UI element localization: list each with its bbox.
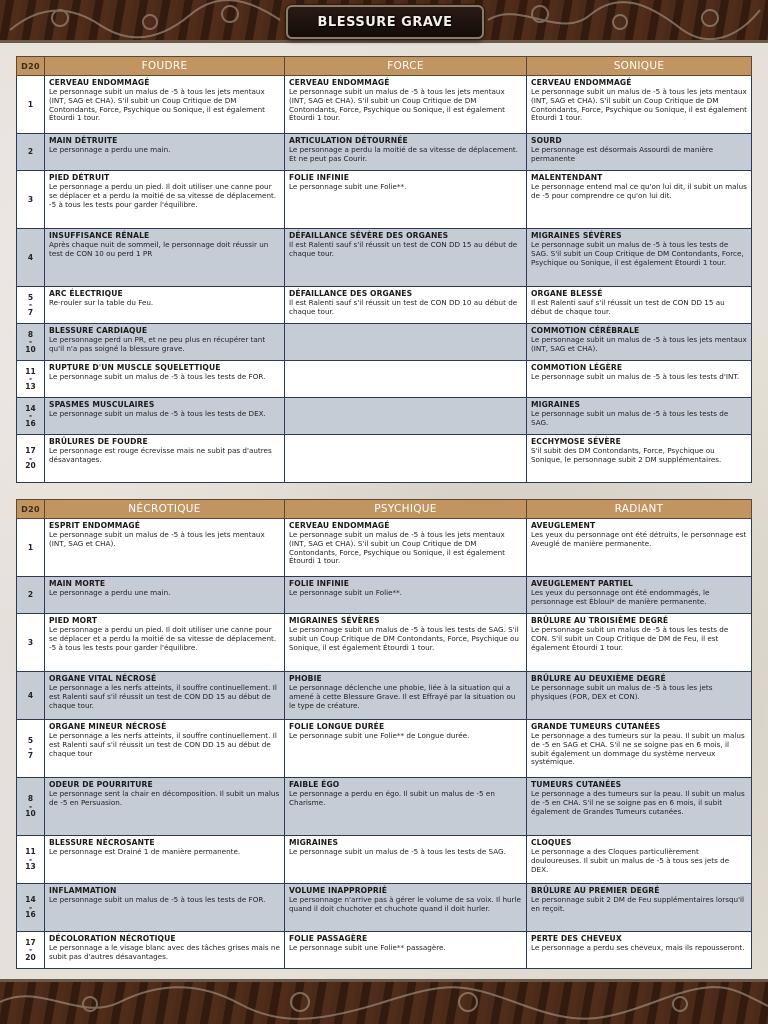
injury-name: BLESSURE NÉCROSANTE: [49, 838, 155, 847]
table-row: [17, 614, 752, 672]
roll-range: [17, 932, 45, 969]
roll-range-part: 14: [25, 403, 36, 413]
injury-cell: [527, 76, 752, 134]
roll-range: [17, 672, 45, 720]
injury-cell: [45, 720, 285, 778]
roll-range: [17, 171, 45, 229]
roll-range: [17, 720, 45, 778]
injury-description: Le personnage a perdu ses cheveux, mais ils repousseront.: [531, 942, 745, 952]
injury-name: DÉFAILLANCE DES ORGANES: [289, 289, 413, 298]
injury-cell: [527, 932, 752, 969]
injury-name: RUPTURE D'UN MUSCLE SQUELETTIQUE: [49, 363, 221, 372]
injury-cell: [45, 884, 285, 932]
injury-description: Il est Ralenti sauf s'il réussit un test de CON DD 15 au début de chaque tour.: [289, 239, 518, 258]
injury-name: ESPRIT ENDOMMAGÉ: [49, 521, 141, 530]
injury-cell: [527, 324, 752, 361]
injury-name: AVEUGLEMENT PARTIEL: [531, 579, 633, 588]
injury-description: Le personnage subit un Folie**.: [289, 587, 402, 597]
injury-name: BRÛLURE AU PREMIER DEGRÉ: [531, 886, 660, 895]
injury-cell: [285, 577, 527, 614]
title-banner: [286, 5, 484, 39]
table-row: [17, 171, 752, 229]
injury-name: PERTE DES CHEVEUX: [531, 934, 622, 943]
injury-description: Le personnage est rouge écrevisse mais ne subit pas d'autres désavantages.: [49, 445, 272, 464]
injury-name: VOLUME INAPPROPRIÉ: [289, 886, 388, 895]
roll-range: [17, 884, 45, 932]
roll-range-part: -: [28, 801, 33, 811]
roll-range-part: 7: [27, 751, 34, 761]
injury-description: Le personnage subit un malus de -5 à tous les tests de SAG.: [289, 846, 506, 856]
table-row: [17, 836, 752, 884]
table-header-row: [17, 57, 752, 76]
injury-cell: [45, 778, 285, 836]
table-row: [17, 778, 752, 836]
injury-cell: [285, 778, 527, 836]
injury-description: Le personnage subit un malus de -5 à tous les tests de SAG. S'il subit un Coup Critique de DM Contondants, Force, Psychique ou Sonique, il est également Étourdi 1 tour.: [531, 239, 744, 267]
injury-name: BRÛLURES DE FOUDRE: [49, 437, 148, 446]
d20-header: D20: [17, 57, 45, 76]
injury-cell: [285, 398, 527, 435]
roll-range-part: 2: [27, 147, 34, 157]
injury-cell: [285, 836, 527, 884]
injury-description: Le personnage subit un malus de -5 à tous les tests de DEX.: [49, 408, 266, 418]
roll-range-part: 7: [27, 307, 34, 317]
d20-header: D20: [17, 500, 45, 519]
roll-range-part: 10: [25, 344, 36, 354]
roll-range-part: 14: [25, 895, 36, 905]
injury-name: BRÛLURE AU TROISIÈME DEGRÉ: [531, 616, 669, 625]
injury-cell: [45, 134, 285, 171]
roll-range-part: -: [28, 374, 33, 384]
injury-cell: [45, 287, 285, 324]
injury-cell: [527, 398, 752, 435]
roll-range-part: 1: [27, 542, 34, 552]
column-header-sonique: SONIQUE: [527, 57, 752, 76]
injury-cell: [527, 672, 752, 720]
injury-name: FOLIE PASSAGÈRE: [289, 934, 368, 943]
roll-range: [17, 577, 45, 614]
injury-name: AVEUGLEMENT: [531, 521, 596, 530]
injury-table-2: [16, 499, 752, 969]
injury-description: Le personnage subit un malus de -5 à tous les jets mentaux (INT, SAG et CHA). S'il subit un Coup Critique de DM Contondants, Force, Psychique ou Sonique, il est également Étourdi 1 tour.: [49, 86, 265, 123]
roll-range: [17, 614, 45, 672]
injury-name: MAIN DÉTRUITE: [49, 136, 118, 145]
table-row: [17, 884, 752, 932]
injury-name: FOLIE INFINIE: [289, 579, 349, 588]
injury-cell: [45, 229, 285, 287]
injury-description: Le personnage subit un malus de -5 à tous les jets physiques (FOR, DEX et CON).: [531, 682, 713, 701]
column-header-foudre: FOUDRE: [45, 57, 285, 76]
roll-range-part: 13: [25, 381, 36, 391]
injury-name: PHOBIE: [289, 674, 322, 683]
roll-range: [17, 361, 45, 398]
roll-range: [17, 287, 45, 324]
roll-range-part: 17: [25, 446, 36, 456]
roll-range-part: 1: [27, 99, 34, 109]
roll-range: [17, 778, 45, 836]
injury-description: Le personnage subit une Folie** passagère.: [289, 942, 446, 952]
injury-cell: [45, 361, 285, 398]
injury-name: COMMOTION CÉRÉBRALE: [531, 326, 640, 335]
injury-description: S'il subit des DM Contondants, Force, Psychique ou Sonique, le personnage subit 2 DM supplémentaires.: [531, 445, 722, 464]
table-row: [17, 577, 752, 614]
injury-cell: [285, 435, 527, 483]
table-row: [17, 398, 752, 435]
roll-range-part: -: [28, 743, 33, 753]
injury-description: Le personnage est désormais Assourdi de manière permanente: [531, 144, 714, 163]
injury-cell: [285, 361, 527, 398]
injury-name: CLOQUES: [531, 838, 572, 847]
roll-range-part: 13: [25, 862, 36, 872]
roll-range: [17, 836, 45, 884]
roll-range-part: 16: [25, 418, 36, 428]
roll-range-part: -: [28, 337, 33, 347]
roll-range-part: -: [28, 411, 33, 421]
table-row: [17, 932, 752, 969]
table-row: [17, 134, 752, 171]
injury-cell: [285, 614, 527, 672]
injury-description: Le personnage subit une Folie**.: [289, 181, 407, 191]
table-row: [17, 519, 752, 577]
injury-description: Les yeux du personnage ont été détruits, le personnage est Aveuglé de manière permanente.: [531, 529, 747, 548]
injury-description: Le personnage a perdu en égo. Il subit un malus de -5 en Charisme.: [289, 788, 495, 807]
ornament-decoration: [0, 982, 768, 1024]
table-row: [17, 435, 752, 483]
table-row: [17, 76, 752, 134]
injury-cell: [285, 134, 527, 171]
injury-name: ARC ÉLECTRIQUE: [49, 289, 123, 298]
injury-cell: [285, 932, 527, 969]
injury-name: ECCHYMOSE SÉVÈRE: [531, 437, 621, 446]
injury-cell: [45, 836, 285, 884]
injury-cell: [285, 720, 527, 778]
injury-name: PIED DÉTRUIT: [49, 173, 110, 182]
injury-name: FOLIE INFINIE: [289, 173, 349, 182]
injury-description: Le personnage perd un PR, et ne peu plus en récupérer tant qu'il n'a pas soigné la blessure grave.: [49, 334, 266, 353]
injury-description: Le personnage a perdu une main.: [49, 144, 171, 154]
roll-range: [17, 229, 45, 287]
injury-name: CERVEAU ENDOMMAGÉ: [289, 78, 390, 87]
roll-range-part: -: [28, 945, 33, 955]
injury-cell: [285, 672, 527, 720]
injury-name: ORGANE MINEUR NÉCROSÉ: [49, 722, 167, 731]
injury-cell: [285, 171, 527, 229]
injury-cell: [45, 519, 285, 577]
injury-description: Le personnage sent la chair en décomposition. Il subit un malus de -5 en Persuasion.: [49, 788, 280, 807]
injury-name: MIGRAINES: [531, 400, 581, 409]
injury-description: Il est Ralenti sauf s'il réussit un test de CON DD 10 au début de chaque tour.: [289, 297, 518, 316]
injury-description: Le personnage a perdu un pied. Il doit utiliser une canne pour se déplacer et a perdu la moitié de sa vitesse de déplacement. -5 à tous les tests pour garder l'équilibre.: [49, 624, 277, 652]
injury-cell: [285, 324, 527, 361]
injury-name: INSUFFISANCE RÉNALE: [49, 231, 150, 240]
injury-table-1: [16, 56, 752, 483]
roll-range-part: 3: [27, 637, 34, 647]
roll-range-part: 10: [25, 809, 36, 819]
injury-description: Le personnage subit une Folie** de Longue durée.: [289, 730, 470, 740]
injury-cell: [45, 577, 285, 614]
injury-name: CERVEAU ENDOMMAGÉ: [49, 78, 150, 87]
injury-description: Le personnage a les nerfs atteints, il souffre continuellement. Il est Ralenti sauf s'il réussit un test de CON DD 15 au début de chaque tour: [49, 730, 277, 758]
injury-name: FOLIE LONGUE DURÉE: [289, 722, 385, 731]
injury-cell: [527, 778, 752, 836]
page-title: BLESSURE GRAVE: [317, 14, 453, 30]
roll-range-part: 20: [25, 461, 36, 471]
injury-description: Le personnage subit un malus de -5 à tous les tests de FOR.: [49, 894, 266, 904]
injury-name: MALENTENDANT: [531, 173, 603, 182]
injury-name: COMMOTION LÉGÈRE: [531, 363, 623, 372]
injury-description: Le personnage subit un malus de -5 à tous les jets mentaux (INT, SAG et CHA). S'il subit un Coup Critique de DM Contondants, Force, Psychique ou Sonique, il est également Étourdi 1 tour.: [289, 86, 505, 123]
roll-range-part: 8: [27, 329, 34, 339]
injury-description: Après chaque nuit de sommeil, le personnage doit réussir un test de CON 10 ou perd 1 PR: [49, 239, 269, 258]
injury-name: PIED MORT: [49, 616, 98, 625]
roll-range: [17, 76, 45, 134]
column-header-force: FORCE: [285, 57, 527, 76]
injury-cell: [527, 361, 752, 398]
injury-cell: [527, 229, 752, 287]
injury-name: ORGANE BLESSÉ: [531, 289, 603, 298]
injury-description: Le personnage subit un malus de -5 à tous les tests d'INT.: [531, 371, 740, 381]
injury-name: DÉCOLORATION NÉCROTIQUE: [49, 934, 176, 943]
injury-description: Le personnage a les nerfs atteints, il souffre continuellement. Il est Ralenti sauf s'il réussit un test de CON DD 15 au début de chaque tour.: [49, 682, 277, 710]
injury-description: Le personnage a des Cloques particulièrement douloureuses. Il subit un malus de -5 à tous ses jets de DEX.: [531, 846, 730, 874]
injury-description: Le personnage subit un malus de -5 à tous les jets mentaux (INT, SAG et CHA). S'il subit un Coup Critique de DM Contondants, Force, Psychique ou Sonique, il est également Étourdi 1 tour.: [531, 86, 747, 123]
table-row: [17, 229, 752, 287]
injury-name: BRÛLURE AU DEUXIÈME DEGRÉ: [531, 674, 666, 683]
injury-cell: [527, 287, 752, 324]
injury-description: Le personnage n'arrive pas à gérer le volume de sa voix. Il hurle quand il doit chuchoter et chuchote quand il doit hurler.: [289, 894, 521, 913]
injury-name: SOURD: [531, 136, 562, 145]
roll-range-part: 5: [27, 292, 34, 302]
table-row: [17, 324, 752, 361]
injury-cell: [285, 229, 527, 287]
roll-range-part: 4: [27, 690, 34, 700]
injury-name: DÉFAILLANCE SÉVÈRE DES ORGANES: [289, 231, 449, 240]
column-header-radiant: RADIANT: [527, 500, 752, 519]
injury-cell: [45, 76, 285, 134]
injury-cell: [527, 134, 752, 171]
injury-cell: [45, 324, 285, 361]
roll-range-part: 11: [25, 366, 36, 376]
injury-cell: [527, 577, 752, 614]
injury-name: MIGRAINES SÉVÈRES: [289, 616, 380, 625]
roll-range-part: -: [28, 902, 33, 912]
roll-range-part: 5: [27, 736, 34, 746]
roll-range: [17, 435, 45, 483]
injury-name: GRANDE TUMEURS CUTANÉES: [531, 722, 661, 731]
column-header-psychique: PSYCHIQUE: [285, 500, 527, 519]
injury-cell: [527, 171, 752, 229]
roll-range: [17, 324, 45, 361]
injury-description: Le personnage a perdu une main.: [49, 587, 171, 597]
roll-range-part: 8: [27, 794, 34, 804]
injury-description: Le personnage subit un malus de -5 à tous les jets mentaux (INT, SAG et CHA).: [49, 529, 265, 548]
injury-cell: [45, 672, 285, 720]
injury-name: TUMEURS CUTANÉES: [531, 780, 622, 789]
table-row: [17, 672, 752, 720]
roll-range-part: 11: [25, 847, 36, 857]
injury-name: MAIN MORTE: [49, 579, 106, 588]
injury-description: Le personnage subit un malus de -5 à tous les tests de CON. S'il subit un Coup Critique de DM de Feu, il est également Étourdi 1 tour.: [531, 624, 729, 652]
injury-cell: [45, 398, 285, 435]
injury-description: Le personnage subit un malus de -5 à tous les tests de FOR.: [49, 371, 266, 381]
injury-description: Le personnage subit 2 DM de Feu supplémentaires lorsqu'il en reçoit.: [531, 894, 745, 913]
injury-name: ODEUR DE POURRITURE: [49, 780, 153, 789]
injury-cell: [527, 614, 752, 672]
injury-description: Re-rouler sur la table du Feu.: [49, 297, 154, 307]
injury-description: Le personnage subit un malus de -5 à tous les tests de SAG. S'il subit un Coup Critique de DM Contondants, Force, Psychique ou Sonique, il est également Étourdi 1 tour.: [289, 624, 519, 652]
injury-cell: [285, 287, 527, 324]
roll-range: [17, 134, 45, 171]
injury-description: Les yeux du personnage ont été endommagés, le personnage est Ébloui* de manière permanente.: [531, 587, 710, 606]
roll-range-part: 17: [25, 937, 36, 947]
injury-name: ORGANE VITAL NÉCROSÉ: [49, 674, 157, 683]
injury-cell: [285, 884, 527, 932]
injury-cell: [527, 884, 752, 932]
roll-range-part: 4: [27, 252, 34, 262]
roll-range-part: -: [28, 300, 33, 310]
injury-cell: [527, 519, 752, 577]
injury-cell: [285, 519, 527, 577]
roll-range-part: 2: [27, 590, 34, 600]
injury-description: Le personnage subit un malus de -5 à tous les jets mentaux (INT, SAG et CHA).: [531, 334, 747, 353]
injury-description: Le personnage subit un malus de -5 à tous les tests de SAG.: [531, 408, 729, 427]
roll-range-part: 3: [27, 194, 34, 204]
injury-cell: [527, 836, 752, 884]
roll-range-part: -: [28, 453, 33, 463]
injury-name: CERVEAU ENDOMMAGÉ: [289, 521, 390, 530]
injury-description: Le personnage subit un malus de -5 à tous les jets mentaux (INT, SAG et CHA). S'il subit un Coup Critique de DM Contondants, Force, Psychique ou Sonique, il est également Étourdi 1 tour.: [289, 529, 505, 566]
roll-range: [17, 398, 45, 435]
injury-description: Le personnage a perdu la moitié de sa vitesse de déplacement. Et ne peut pas Courir.: [289, 144, 519, 163]
column-header-necrotique: NÉCROTIQUE: [45, 500, 285, 519]
injury-name: INFLAMMATION: [49, 886, 117, 895]
injury-description: Le personnage entend mal ce qu'on lui dit, il subit un malus de -5 pour comprendre ce qu'on lui dit.: [531, 181, 747, 200]
injury-cell: [527, 720, 752, 778]
injury-description: Le personnage déclenche une phobie, liée à la situation qui a amené à cette Blessure Grave. Il est Effrayé par la situation ou le type de créature.: [289, 682, 516, 710]
roll-range: [17, 519, 45, 577]
injury-cell: [527, 435, 752, 483]
roll-range-part: 16: [25, 910, 36, 920]
injury-name: MIGRAINES SÉVÈRES: [531, 231, 622, 240]
injury-description: Le personnage a des tumeurs sur la peau. Il subit un malus de -5 en SAG et CHA. S'il ne se soigne pas en 6 mois, il subit également un dommage du système nerveux systémique.: [531, 730, 745, 767]
injury-cell: [45, 435, 285, 483]
injury-name: CERVEAU ENDOMMAGÉ: [531, 78, 632, 87]
injury-name: SPASMES MUSCULAIRES: [49, 400, 155, 409]
roll-range-part: 20: [25, 952, 36, 962]
table-header-row: [17, 500, 752, 519]
injury-name: ARTICULATION DÉTOURNÉE: [289, 136, 408, 145]
injury-cell: [285, 76, 527, 134]
bottom-ornament-band: [0, 979, 768, 1024]
injury-name: BLESSURE CARDIAQUE: [49, 326, 148, 335]
injury-name: MIGRAINES: [289, 838, 339, 847]
injury-cell: [45, 171, 285, 229]
injury-cell: [45, 932, 285, 969]
injury-description: Le personnage a des tumeurs sur la peau. Il subit un malus de -5 en CHA. S'il ne se soigne pas en 6 mois, il subit également de Grandes Tumeurs cutanées.: [531, 788, 745, 816]
table-row: [17, 720, 752, 778]
injury-name: FAIBLE ÉGO: [289, 780, 340, 789]
injury-description: Le personnage a le visage blanc avec des tâches grises mais ne subit pas d'autres désavantages.: [49, 942, 280, 961]
injury-description: Le personnage est Drainé 1 de manière permanente.: [49, 846, 241, 856]
table-row: [17, 287, 752, 324]
injury-description: Le personnage a perdu un pied. Il doit utiliser une canne pour se déplacer et a perdu la moitié de sa vitesse de déplacement. -5 à tous les tests pour garder l'équilibre.: [49, 181, 277, 209]
roll-range-part: -: [28, 854, 33, 864]
injury-cell: [45, 614, 285, 672]
table-row: [17, 361, 752, 398]
injury-description: Il est Ralenti sauf s'il réussit un test de CON DD 15 au début de chaque tour.: [531, 297, 725, 316]
